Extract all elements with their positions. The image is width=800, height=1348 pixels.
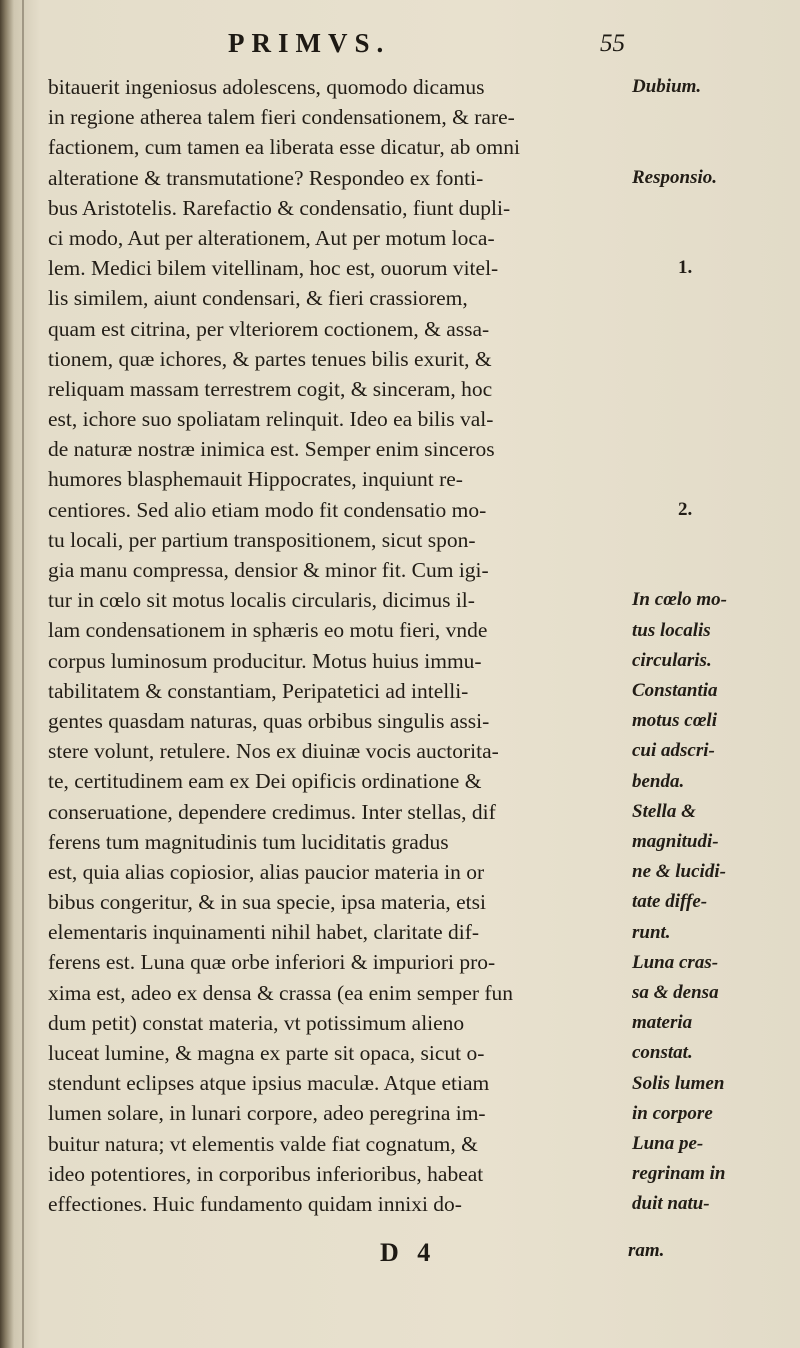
text-line: tur in cœlo sit motus localis circularis, dicimus il- xyxy=(48,588,475,613)
margin-note: Stella & xyxy=(632,800,696,822)
margin-note: Solis lumen xyxy=(632,1072,725,1094)
text-line: corpus luminosum producitur. Motus huius immu- xyxy=(48,648,482,673)
margin-note: In cœlo mo- xyxy=(632,589,727,611)
text-line: ferens tum magnitudinis tum luciditatis gradus xyxy=(48,829,449,854)
text-line: ci modo, Aut per alterationem, Aut per motum loca- xyxy=(48,225,495,250)
text-line: gia manu compressa, densior & minor fit. Cum igi- xyxy=(48,558,489,582)
text-line: stere volunt, retulere. Nos ex diuinæ vocis auctorita- xyxy=(48,739,499,764)
margin-note: materia xyxy=(632,1012,693,1034)
margin-note: duit natu- xyxy=(632,1193,710,1215)
text-line: humores blasphemauit Hippocrates, inquiunt re- xyxy=(48,467,463,492)
text-line: bibus congeritur, & in sua specie, ipsa materia, etsi xyxy=(48,890,486,915)
margin-note: runt. xyxy=(632,921,671,943)
signature-mark: D 4 xyxy=(380,1238,437,1267)
text-line: luceat lumine, & magna ex parte sit opaca, sicut o- xyxy=(48,1041,485,1065)
text-line: bitauerit ingeniosus adolescens, quomodo dicamus xyxy=(48,75,485,99)
margin-number: 2. xyxy=(678,498,693,520)
text-line: est, quia alias copiosior, alias paucior materia in or xyxy=(48,859,485,884)
margin-number: 1. xyxy=(678,257,693,279)
main-text-block xyxy=(48,72,628,1219)
text-line: alteratione & transmutatione? Respondeo ex fonti- xyxy=(48,165,484,190)
margin-note: ne & lucidi- xyxy=(632,861,726,883)
text-line: reliquam massam terrestrem cogit, & sinceram, hoc xyxy=(48,376,493,401)
text-line: gentes quasdam naturas, quas orbibus singulis assi- xyxy=(48,708,490,733)
text-line: ferens est. Luna quæ orbe inferiori & impuriori pro- xyxy=(48,950,496,975)
margin-note: regrinam in xyxy=(632,1163,726,1185)
margin-note: Luna cras- xyxy=(632,951,719,973)
text-line: tionem, quæ ichores, & partes tenues bilis exurit, & xyxy=(48,346,492,371)
text-line: dum petit) constat materia, vt potissimum alieno xyxy=(48,1010,465,1035)
margin-note: magnitudi- xyxy=(632,831,719,852)
text-line: effectiones. Huic fundamento quidam innixi do- xyxy=(48,1191,462,1216)
text-line: ideo potentiores, in corporibus inferioribus, habeat xyxy=(48,1161,484,1186)
margin-note: in corpore xyxy=(632,1102,713,1124)
margin-note: tus localis xyxy=(632,619,711,641)
text-line: te, certitudinem eam ex Dei opificis ordinatione & xyxy=(48,769,482,794)
text-line: tabilitatem & constantiam, Peripatetici ad intelli- xyxy=(48,678,469,703)
text-line: bus Aristotelis. Rarefactio & condensatio, fiunt dupli- xyxy=(48,195,511,220)
margin-note: motus cœli xyxy=(632,710,717,732)
gutter-shadow xyxy=(22,0,24,1348)
margin-note: Dubium. xyxy=(632,76,702,97)
margin-note: Luna pe- xyxy=(632,1133,704,1154)
margin-note: tate diffe- xyxy=(632,891,708,913)
margin-note: circularis. xyxy=(632,649,712,671)
margin-note: benda. xyxy=(632,770,685,792)
text-line: factionem, cum tamen ea liberata esse dicatur, ab omni xyxy=(48,135,520,160)
text-line: in regione atherea talem fieri condensationem, & rare- xyxy=(48,105,515,130)
page-header xyxy=(0,28,800,68)
text-line: xima est, adeo ex densa & crassa (ea enim semper fun xyxy=(48,980,514,1005)
text-line: lis similem, aiunt condensari, & fieri crassiorem, xyxy=(48,286,468,311)
margin-note: constat. xyxy=(632,1042,693,1064)
text-line: quam est citrina, per vlteriorem coctionem, & assa- xyxy=(48,316,490,341)
text-line: elementaris inquinamenti nihil habet, claritate dif- xyxy=(48,920,480,945)
text-line: stendunt eclipses atque ipsius maculæ. Atque etiam xyxy=(48,1071,490,1096)
text-line: lumen solare, in lunari corpore, adeo peregrina im- xyxy=(48,1101,486,1126)
text-line: buitur natura; vt elementis valde fiat cognatum, & xyxy=(48,1131,478,1156)
text-line: lam condensationem in sphæris eo motu fieri, vnde xyxy=(48,618,488,643)
catchword: ram. xyxy=(628,1240,665,1261)
text-line: lem. Medici bilem vitellinam, hoc est, ouorum vitel- xyxy=(48,256,499,281)
page-number: 55 xyxy=(600,30,625,57)
text-line: est, ichore suo spoliatam relinquit. Ideo ea bilis val- xyxy=(48,407,494,432)
margin-note: Constantia xyxy=(632,680,718,701)
text-line: centiores. Sed alio etiam modo fit condensatio mo- xyxy=(48,497,487,522)
text-line: de naturæ nostræ inimica est. Semper enim sinceros xyxy=(48,437,495,462)
running-head: PRIMVS. xyxy=(228,28,391,58)
text-line: tu locali, per partium transpositionem, sicut spon- xyxy=(48,527,476,552)
text-line: conseruatione, dependere credimus. Inter stellas, dif xyxy=(48,799,496,824)
margin-note: sa & densa xyxy=(632,982,719,1003)
margin-note: cui adscri- xyxy=(632,740,715,762)
margin-note: Responsio. xyxy=(632,166,717,188)
